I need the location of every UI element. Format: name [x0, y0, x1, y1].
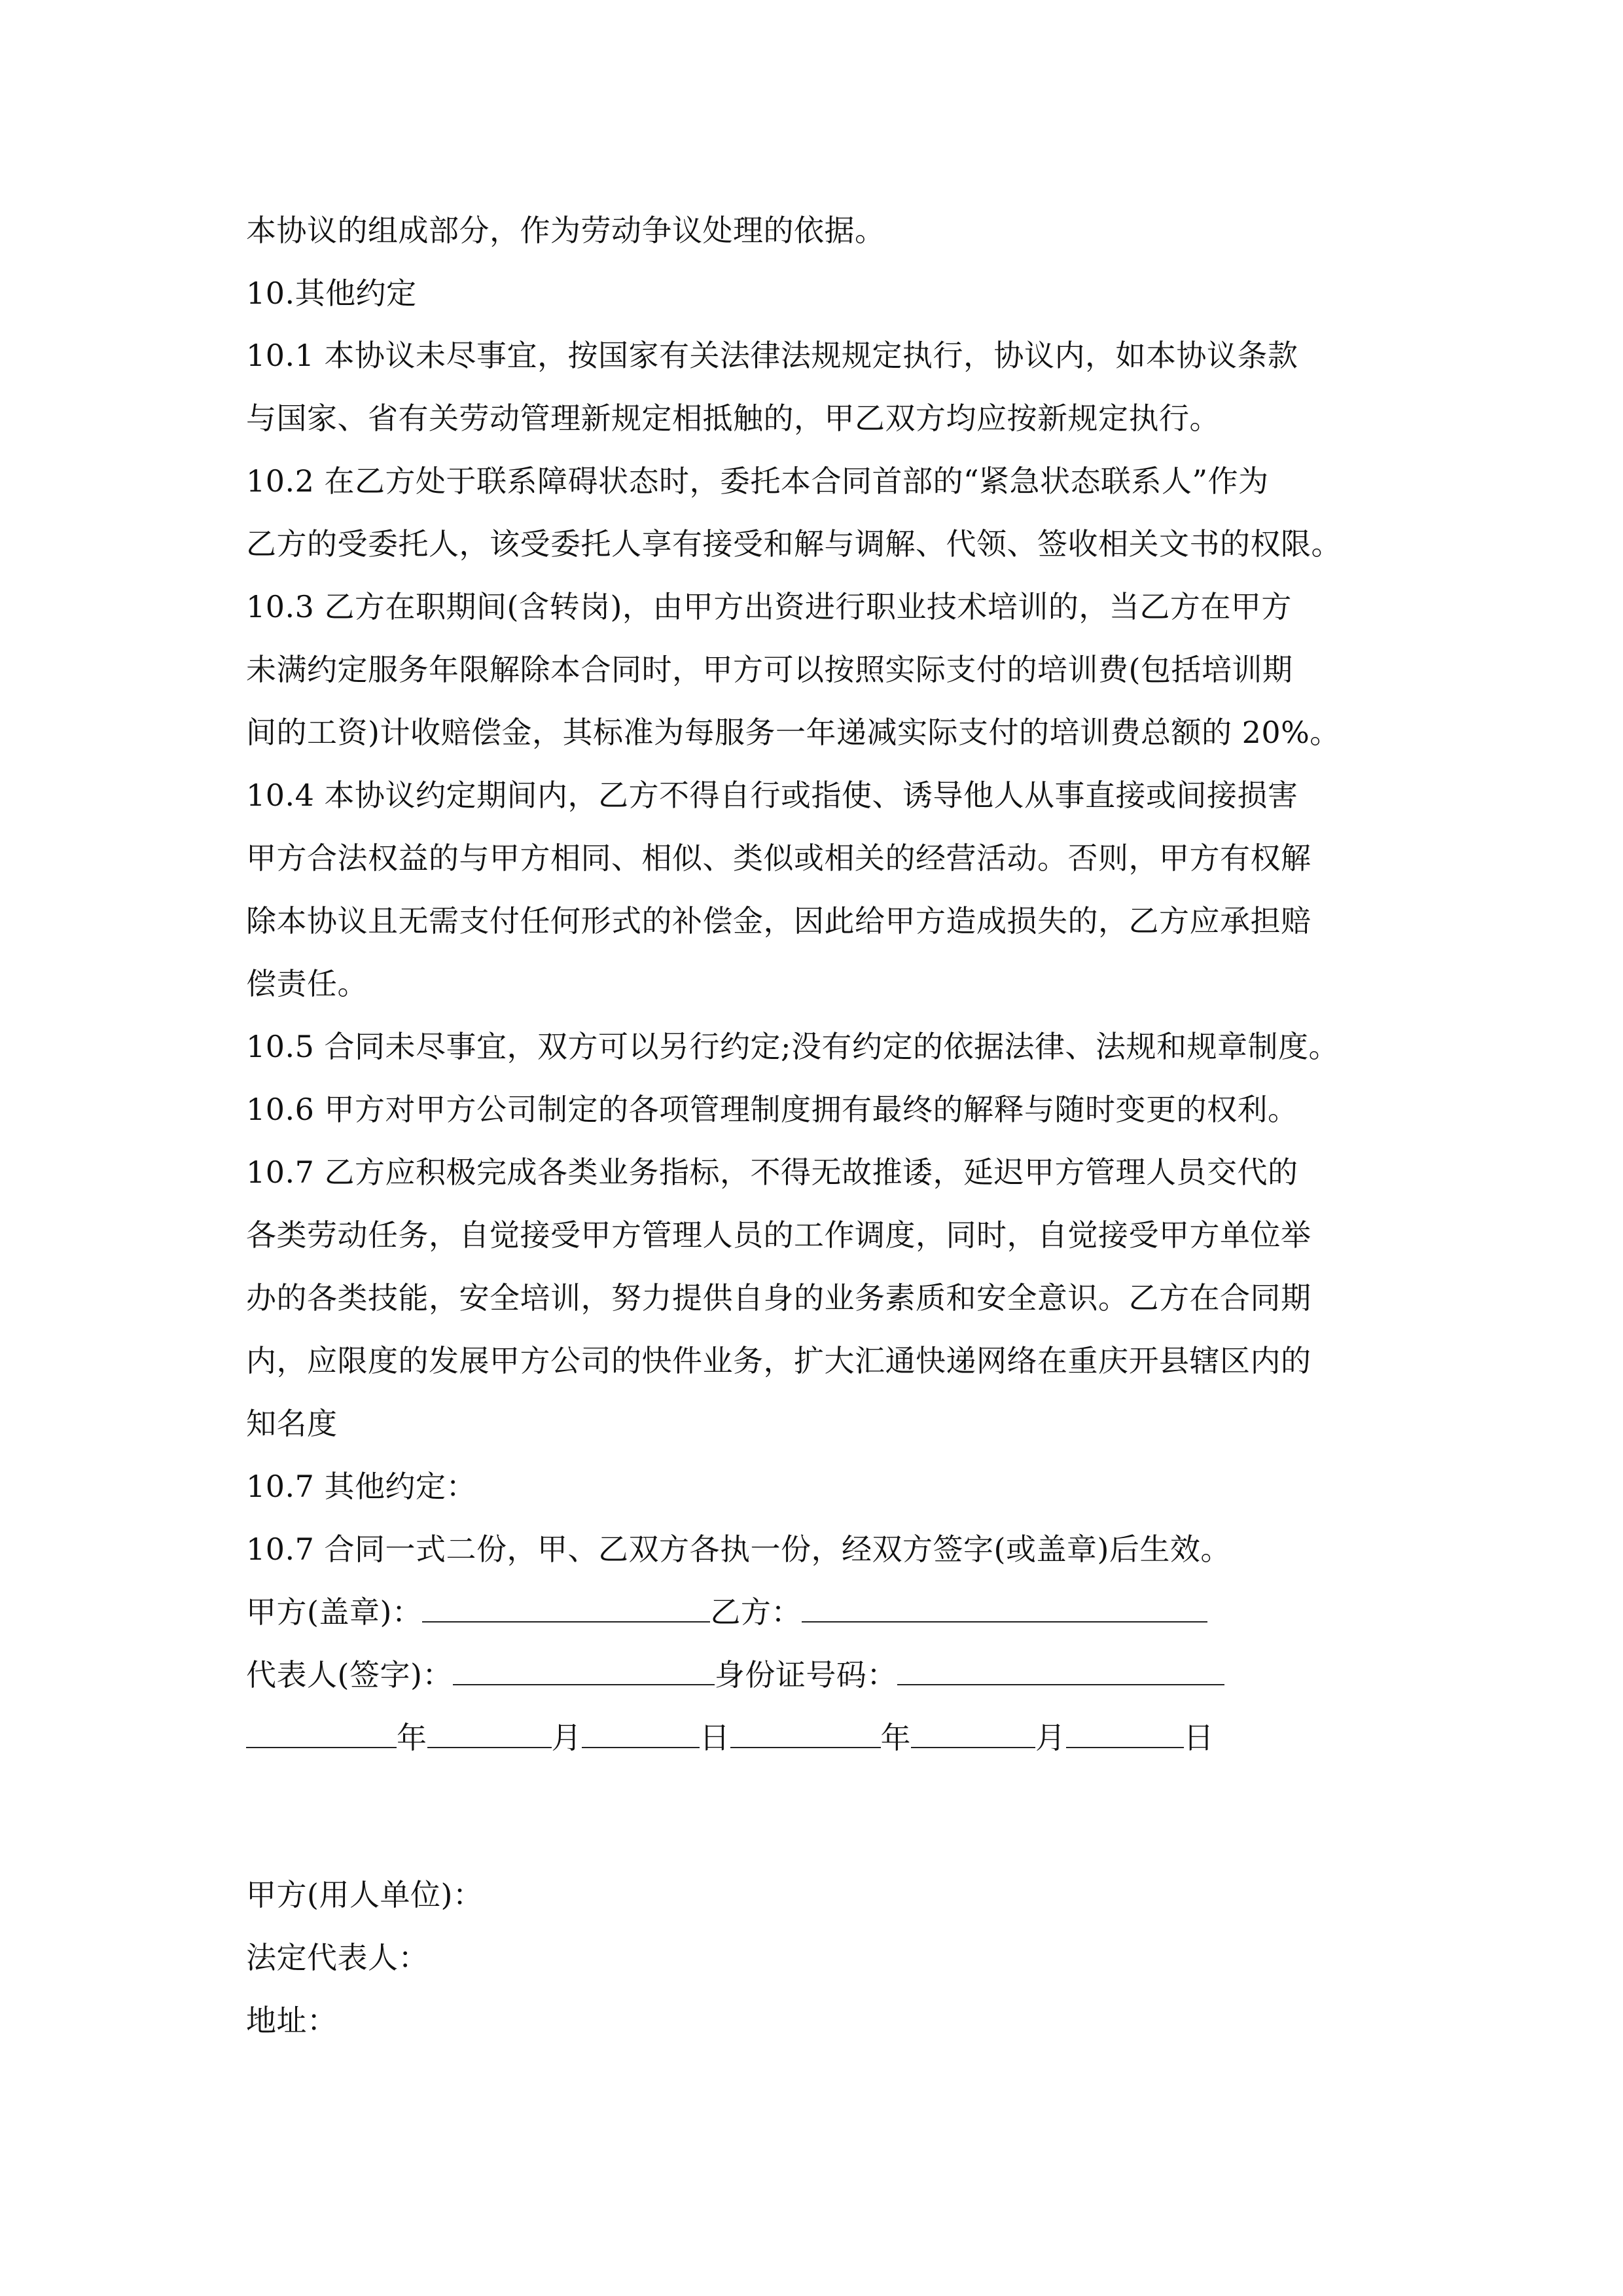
party-a-blank[interactable]: [422, 1592, 710, 1623]
body-line: 10.6 甲方对甲方公司制定的各项管理制度拥有最终的解释与随时变更的权利。: [246, 1092, 1298, 1127]
body-line: 10.7 合同一式二份，甲、乙双方各执一份，经双方签字(或盖章)后生效。: [246, 1532, 1231, 1567]
party-a-label: 甲方(盖章)：: [246, 1594, 423, 1630]
party-b-label: 乙方：: [710, 1594, 802, 1630]
body-line: 10.5 合同未尽事宜，双方可以另行约定;没有约定的依据法律、法规和规章制度。: [246, 1029, 1340, 1064]
employer-label: 甲方(用人单位)：: [246, 1877, 484, 1912]
year-label: 年: [880, 1720, 911, 1755]
address-label: 地址：: [246, 2003, 338, 2038]
day-label: 日: [700, 1720, 730, 1755]
body-line: 10.4 本协议约定期间内，乙方不得自行或指使、诱导他人从事直接或间接损害: [246, 778, 1298, 813]
signature-row-representative: [246, 1655, 1224, 1695]
body-line: 内，应限度的发展甲方公司的快件业务，扩大汇通快递网络在重庆开县辖区内的: [246, 1343, 1311, 1378]
body-line: 本协议的组成部分，作为劳动争议处理的依据。: [246, 213, 885, 248]
party-a-day-blank[interactable]: [582, 1718, 700, 1748]
body-line: 甲方合法权益的与甲方相同、相似、类似或相关的经营活动。否则，甲方有权解: [246, 840, 1311, 876]
month-label: 月: [551, 1720, 582, 1755]
party-b-month-blank[interactable]: [911, 1718, 1035, 1748]
id-number-label: 身份证号码：: [714, 1657, 897, 1693]
body-line: 办的各类技能，安全培训，努力提供自身的业务素质和安全意识。乙方在合同期: [246, 1280, 1311, 1316]
party-b-day-blank[interactable]: [1066, 1718, 1184, 1748]
year-label: 年: [397, 1720, 427, 1755]
body-line: 未满约定服务年限解除本合同时，甲方可以按照实际支付的培训费(包括培训期: [246, 652, 1293, 687]
body-line: 各类劳动任务，自觉接受甲方管理人员的工作调度，同时，自觉接受甲方单位举: [246, 1217, 1311, 1253]
body-line: 10.7 其他约定：: [246, 1469, 477, 1504]
representative-label: 代表人(签字)：: [246, 1657, 453, 1693]
section-heading: 10.其他约定: [246, 276, 417, 311]
legal-representative-label: 法定代表人：: [246, 1940, 429, 1975]
representative-blank[interactable]: [453, 1655, 715, 1685]
day-label: 日: [1183, 1720, 1214, 1755]
id-number-blank[interactable]: [897, 1655, 1224, 1685]
month-label: 月: [1035, 1720, 1066, 1755]
party-a-month-blank[interactable]: [427, 1718, 552, 1748]
body-line: 间的工资)计收赔偿金，其标准为每服务一年递减实际支付的培训费总额的 20%。: [246, 715, 1340, 750]
party-b-year-blank[interactable]: [730, 1718, 881, 1748]
body-line: 10.3 乙方在职期间(含转岗)，由甲方出资进行职业技术培训的，当乙方在甲方: [246, 589, 1292, 624]
party-a-year-blank[interactable]: [246, 1718, 397, 1748]
body-line: 乙方的受委托人，该受委托人享有接受和解与调解、代领、签收相关文书的权限。: [246, 526, 1342, 562]
body-line: 偿责任。: [246, 966, 368, 1001]
body-line: 10.2 在乙方处于联系障碍状态时，委托本合同首部的“紧急状态联系人”作为: [246, 463, 1269, 499]
party-b-blank[interactable]: [802, 1592, 1207, 1623]
signature-row-dates: [246, 1718, 1214, 1757]
body-line: 10.7 乙方应积极完成各类业务指标，不得无故推诿，延迟甲方管理人员交代的: [246, 1155, 1298, 1190]
body-line: 除本协议且无需支付任何形式的补偿金，因此给甲方造成损失的，乙方应承担赔: [246, 903, 1311, 939]
body-line: 10.1 本协议未尽事宜，按国家有关法律法规规定执行，协议内，如本协议条款: [246, 338, 1298, 373]
body-line: 与国家、省有关劳动管理新规定相抵触的，甲乙双方均应按新规定执行。: [246, 401, 1220, 436]
signature-row-parties: [246, 1592, 1207, 1632]
body-line: 知名度: [246, 1406, 338, 1441]
